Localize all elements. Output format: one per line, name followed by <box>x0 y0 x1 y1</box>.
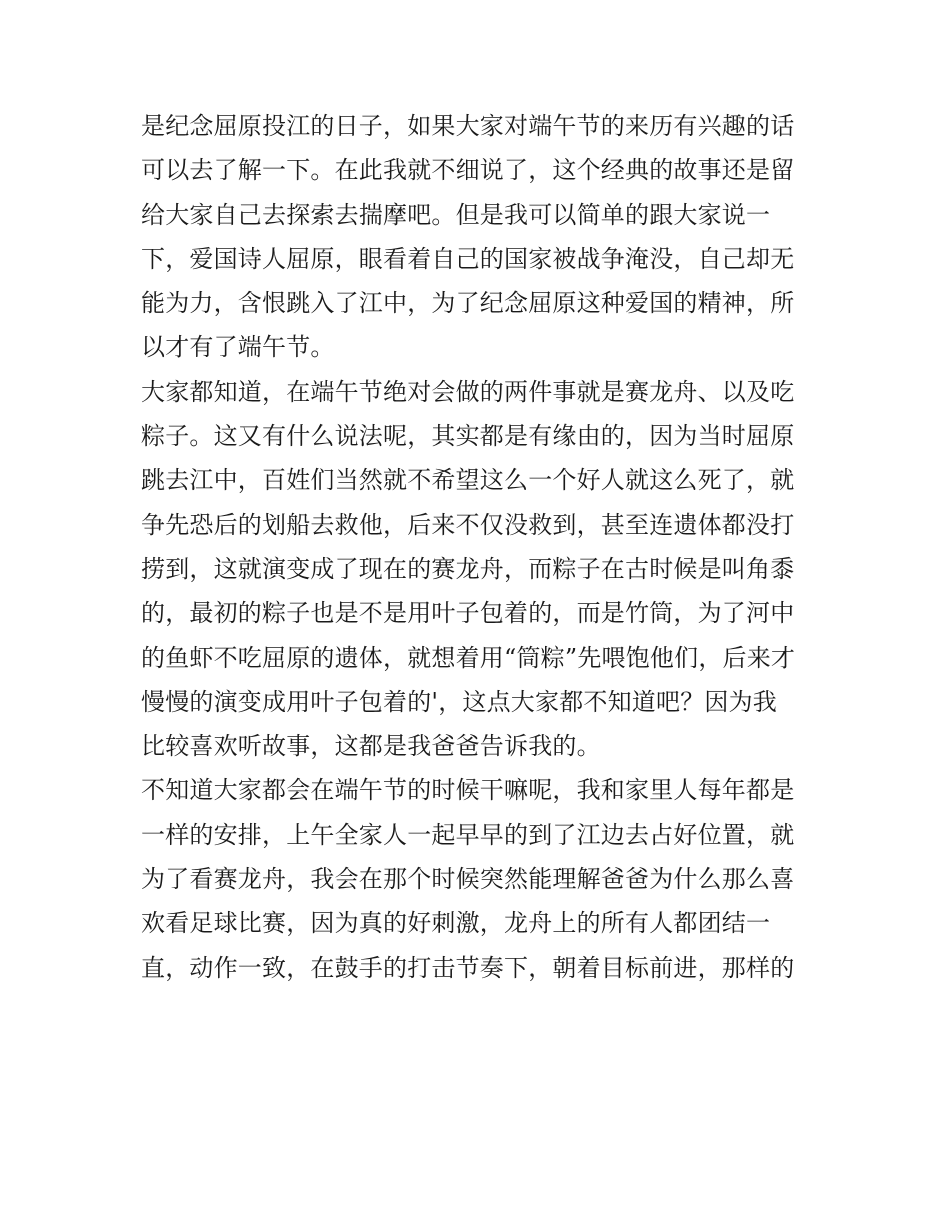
text-line: 的，最初的粽子也是不是用叶子包着的，而是竹筒，为了河中 <box>141 599 795 628</box>
text-line: 慢慢的演变成用叶子包着的'，这点大家都不知道吧？因为我 <box>141 687 777 716</box>
text-line: 一样的安排，上午全家人一起早早的到了江边去占好位置，就 <box>141 820 795 849</box>
document-body <box>141 104 821 990</box>
text-line: 比较喜欢听故事，这都是我爸爸告诉我的。 <box>141 732 601 761</box>
text-line: 以才有了端午节。 <box>141 333 335 362</box>
text-line: 欢看足球比赛，因为真的好刺激，龙舟上的所有人都团结一 <box>141 909 771 938</box>
text-line: 给大家自己去探索去揣摩吧。但是我可以简单的跟大家说一 <box>141 200 771 229</box>
text-line: 捞到，这就演变成了现在的赛龙舟，而粽子在古时候是叫角黍 <box>141 554 795 583</box>
text-line: 的鱼虾不吃屈原的遗体，就想着用“筒粽”先喂饱他们，后来才 <box>141 643 796 672</box>
text-line: 直，动作一致，在鼓手的打击节奏下，朝着目标前进，那样的 <box>141 953 795 982</box>
text-line: 大家都知道，在端午节绝对会做的两件事就是赛龙舟、以及吃 <box>141 377 795 406</box>
text-line: 下，爱国诗人屈原，眼看着自己的国家被战争淹没，自己却无 <box>141 244 795 273</box>
text-line: 不知道大家都会在端午节的时候干嘛呢，我和家里人每年都是 <box>141 776 795 805</box>
text-line: 能为力，含恨跳入了江中，为了纪念屈原这种爱国的精神，所 <box>141 289 795 318</box>
text-line: 争先恐后的划船去救他，后来不仅没救到，甚至连遗体都没打 <box>141 510 795 539</box>
text-line: 是纪念屈原投江的日子，如果大家对端午节的来历有兴趣的话 <box>141 112 795 140</box>
text-line: 为了看赛龙舟，我会在那个时候突然能理解爸爸为什么那么喜 <box>141 865 795 894</box>
text-line: 可以去了解一下。在此我就不细说了，这个经典的故事还是留 <box>141 156 795 185</box>
text-line: 粽子。这又有什么说法呢，其实都是有缘由的，因为当时屈原 <box>141 422 795 451</box>
text-line: 跳去江中，百姓们当然就不希望这么一个好人就这么死了，就 <box>141 466 795 495</box>
